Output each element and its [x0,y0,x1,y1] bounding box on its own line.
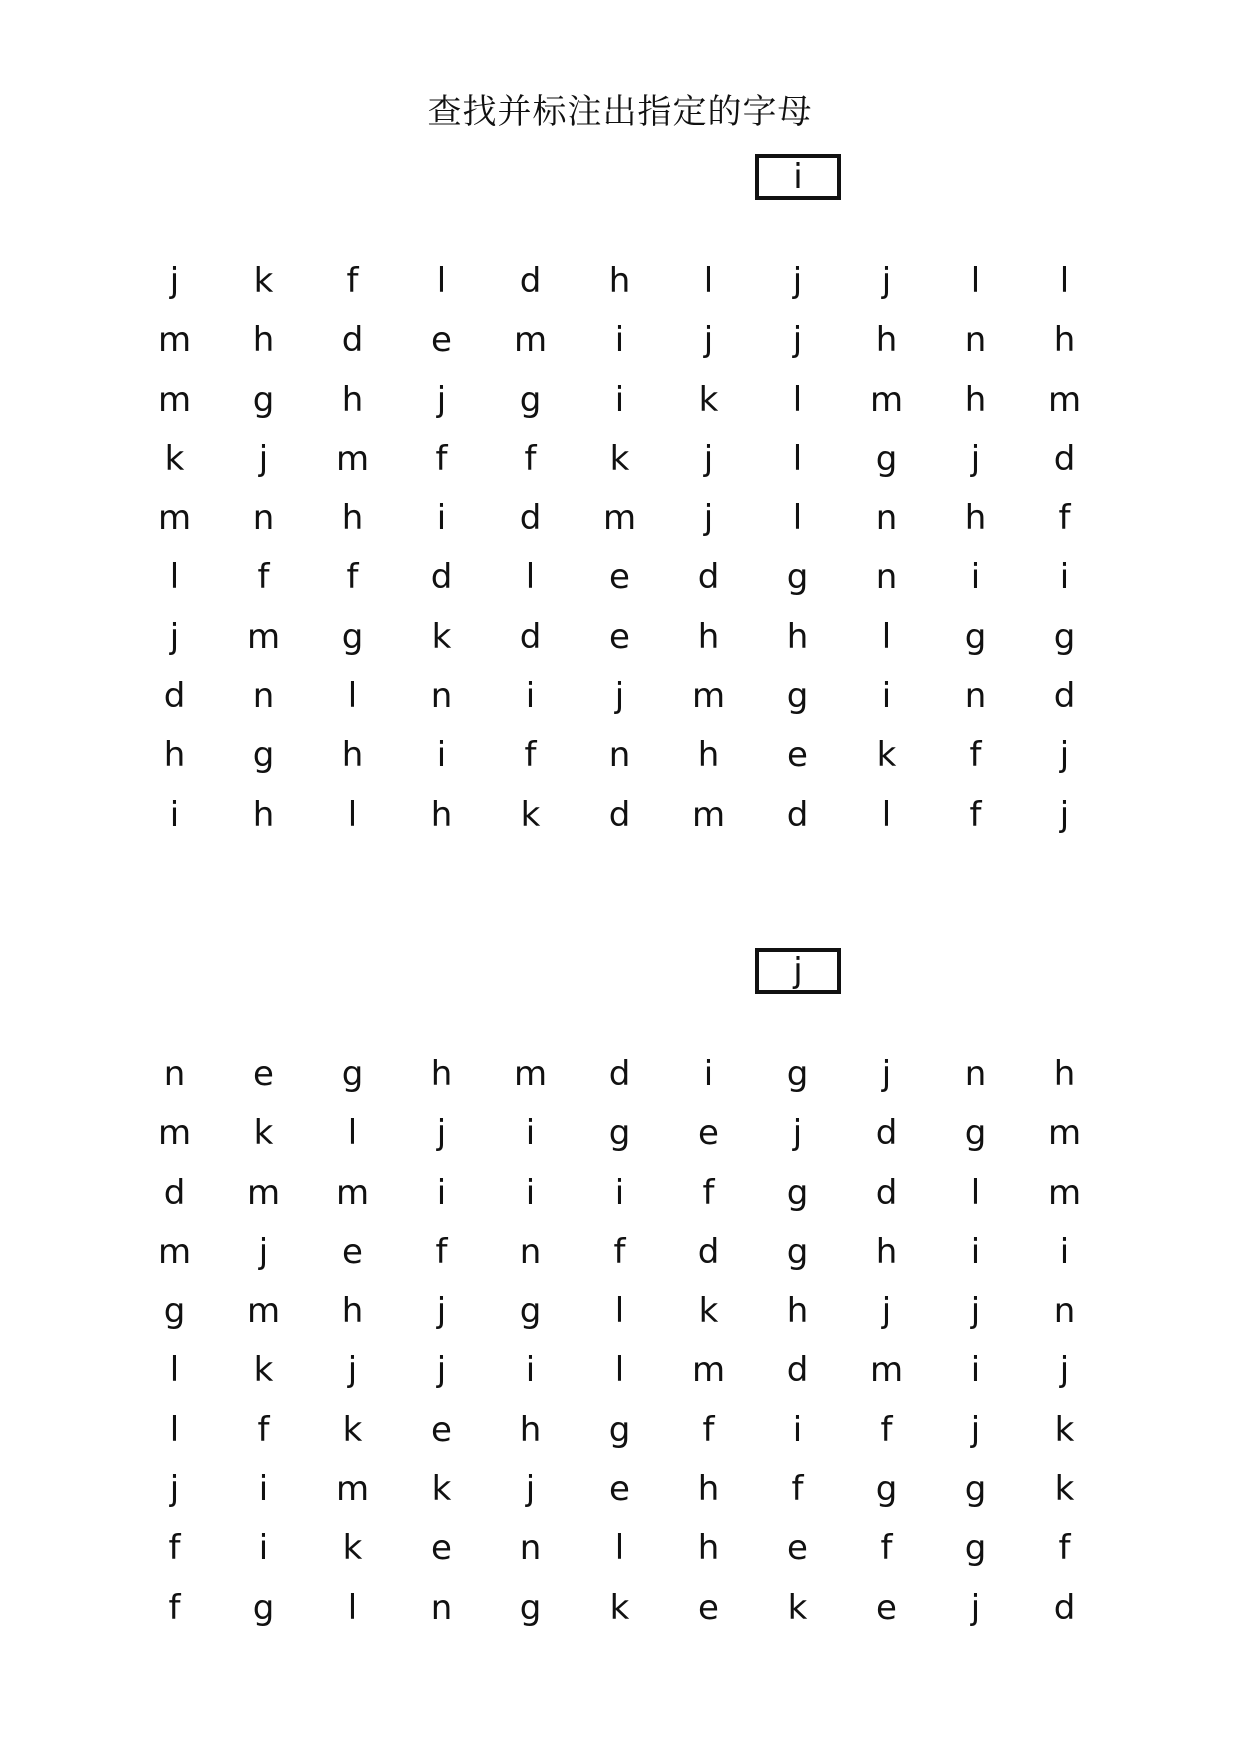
letter-cell[interactable]: i [970,1350,981,1391]
letter-cell[interactable]: n [163,1054,186,1094]
letter-cell[interactable]: i [881,676,892,717]
letter-cell[interactable]: f [702,1409,715,1450]
letter-cell[interactable]: e [787,735,808,776]
letter-cell[interactable]: e [698,1587,719,1628]
letter-cell[interactable]: f [880,1409,893,1450]
letter-cell[interactable]: g [786,557,809,598]
letter-cell[interactable]: m [869,1350,904,1391]
letter-cell[interactable]: h [875,320,898,361]
letter-cell[interactable]: f [524,438,537,479]
letter-cell[interactable]: j [792,1113,803,1154]
letter-cell[interactable]: h [430,794,453,835]
letter-cell[interactable]: h [608,261,631,301]
letter-cell[interactable]: h [341,498,364,539]
letter-cell[interactable]: j [436,1350,447,1391]
letter-cell[interactable]: j [1059,794,1070,835]
letter-cell[interactable]: m [157,320,192,361]
letter-cell[interactable]: m [157,379,192,420]
letter-cell[interactable]: h [697,1528,720,1569]
letter-cell[interactable]: j [703,498,714,539]
letter-cell[interactable]: j [525,1469,536,1510]
letter-cell[interactable]: k [253,261,274,301]
letter-cell[interactable]: h [786,616,809,657]
letter-cell[interactable]: l [347,676,358,717]
letter-cell[interactable]: h [519,1409,542,1450]
grid-row [130,1460,1110,1519]
letter-cell[interactable]: g [519,1587,542,1628]
letter-cell[interactable]: h [341,735,364,776]
letter-cell[interactable]: e [609,616,630,657]
letter-cell[interactable]: l [347,794,358,835]
grid-row [130,1223,1110,1282]
letter-cell[interactable]: i [970,557,981,598]
letter-cell[interactable]: j [614,676,625,717]
letter-cell[interactable]: k [431,1469,452,1510]
letter-cell[interactable]: n [608,735,631,776]
letter-cell[interactable]: e [253,1054,274,1094]
letter-cell[interactable]: m [1047,1113,1082,1154]
letter-cell[interactable]: k [609,1587,630,1628]
letter-cell[interactable]: i [525,1172,536,1213]
letter-cell[interactable]: g [252,735,275,776]
letter-cell[interactable]: m [513,320,548,361]
letter-cell[interactable]: k [787,1587,808,1628]
letter-cell[interactable]: l [347,1113,358,1154]
letter-cell[interactable]: d [519,616,542,657]
letter-cell[interactable]: n [964,676,987,717]
letter-cell[interactable]: d [1053,438,1076,479]
grid-row [130,608,1110,667]
letter-cell[interactable]: n [875,557,898,598]
letter-cell[interactable]: n [964,1054,987,1094]
grid-row [130,371,1110,430]
letter-cell[interactable]: i [525,1113,536,1154]
grid-row [130,786,1110,845]
letter-cell[interactable]: l [881,794,892,835]
letter-cell[interactable]: m [246,1291,281,1332]
letter-cell[interactable]: h [964,498,987,539]
letter-cell[interactable]: d [697,1231,720,1272]
letter-cell[interactable]: g [252,1587,275,1628]
letter-cell[interactable]: l [970,261,981,301]
letter-cell[interactable]: m [1047,379,1082,420]
letter-cell[interactable]: k [1054,1469,1075,1510]
letter-cell[interactable]: i [703,1054,714,1094]
letter-cell[interactable]: m [157,1113,192,1154]
letter-cell[interactable]: f [791,1469,804,1510]
letter-cell[interactable]: m [691,1350,726,1391]
letter-cell[interactable]: i [1059,557,1070,598]
letter-cell[interactable]: f [880,1528,893,1569]
grid-row [130,252,1110,311]
letter-cell[interactable]: g [341,1054,364,1094]
letter-cell[interactable]: n [875,498,898,539]
letter-cell[interactable]: l [347,1587,358,1628]
letter-cell[interactable]: l [525,557,536,598]
letter-cell[interactable]: i [436,498,447,539]
letter-cell[interactable]: m [869,379,904,420]
letter-cell[interactable]: i [614,379,625,420]
letter-cell[interactable]: g [875,1469,898,1510]
letter-cell[interactable]: m [246,1172,281,1213]
letter-cell[interactable]: j [436,379,447,420]
grid-row [130,1045,1110,1104]
letter-grid [130,1045,1110,1638]
letter-cell[interactable]: k [164,438,185,479]
letter-cell[interactable]: g [964,1113,987,1154]
letter-cell[interactable]: k [342,1409,363,1450]
letter-cell[interactable]: l [792,438,803,479]
letter-cell[interactable]: i [792,1409,803,1450]
letter-cell[interactable]: l [169,1409,180,1450]
letter-cell[interactable]: k [342,1528,363,1569]
letter-cell[interactable]: i [258,1469,269,1510]
letter-cell[interactable]: g [875,438,898,479]
letter-cell[interactable]: h [1053,320,1076,361]
letter-cell[interactable]: f [613,1231,626,1272]
letter-cell[interactable]: k [876,735,897,776]
letter-cell[interactable]: e [431,1528,452,1569]
letter-cell[interactable]: j [347,1350,358,1391]
letter-cell[interactable]: h [875,1231,898,1272]
letter-cell[interactable]: i [258,1528,269,1569]
letter-cell[interactable]: d [1053,676,1076,717]
letter-cell[interactable]: l [614,1291,625,1332]
grid-row [130,311,1110,370]
letter-cell[interactable]: d [786,794,809,835]
letter-cell[interactable]: h [341,379,364,420]
letter-cell[interactable]: h [341,1291,364,1332]
letter-cell[interactable]: f [346,261,359,301]
letter-cell[interactable]: d [163,1172,186,1213]
letter-cell[interactable]: k [431,616,452,657]
letter-cell[interactable]: g [252,379,275,420]
letter-cell[interactable]: e [431,320,452,361]
letter-cell[interactable]: g [341,616,364,657]
letter-cell[interactable]: j [169,1469,180,1510]
letter-cell[interactable]: d [430,557,453,598]
letter-cell[interactable]: k [698,1291,719,1332]
letter-cell[interactable]: m [691,794,726,835]
letter-cell[interactable]: e [876,1587,897,1628]
letter-cell[interactable]: l [614,1528,625,1569]
letter-cell[interactable]: i [614,1172,625,1213]
letter-cell[interactable]: h [697,1469,720,1510]
letter-cell[interactable]: j [970,438,981,479]
letter-cell[interactable]: h [252,320,275,361]
letter-cell[interactable]: d [1053,1587,1076,1628]
letter-cell[interactable]: d [341,320,364,361]
letter-cell[interactable]: f [168,1528,181,1569]
letter-cell[interactable]: i [525,1350,536,1391]
letter-cell[interactable]: l [792,379,803,420]
letter-cell[interactable]: h [163,735,186,776]
letter-cell[interactable]: j [970,1409,981,1450]
letter-cell[interactable]: j [703,438,714,479]
grid-row [130,1164,1110,1223]
grid-row [130,1401,1110,1460]
letter-cell[interactable]: f [524,735,537,776]
letter-cell[interactable]: l [169,1350,180,1391]
letter-cell[interactable]: g [786,1172,809,1213]
letter-cell[interactable]: j [881,261,892,301]
letter-cell[interactable]: m [335,1172,370,1213]
letter-cell[interactable]: m [157,498,192,539]
letter-cell[interactable]: j [436,1291,447,1332]
letter-grid [130,252,1110,845]
grid-row [130,1519,1110,1578]
page-title: 查找并标注出指定的字母 [427,92,813,132]
letter-cell[interactable]: j [258,1231,269,1272]
letter-cell[interactable]: f [435,438,448,479]
target-letter-box: i [755,154,841,200]
letter-cell[interactable]: h [430,1054,453,1094]
letter-cell[interactable]: l [881,616,892,657]
letter-cell[interactable]: i [970,1231,981,1272]
letter-cell[interactable]: f [257,557,270,598]
letter-cell[interactable]: f [435,1231,448,1272]
letter-cell[interactable]: h [964,379,987,420]
letter-cell[interactable]: h [252,794,275,835]
letter-cell[interactable]: n [430,676,453,717]
letter-cell[interactable]: h [697,616,720,657]
letter-cell[interactable]: j [1059,735,1070,776]
letter-cell[interactable]: i [525,676,536,717]
letter-cell[interactable]: e [609,557,630,598]
letter-cell[interactable]: j [881,1291,892,1332]
letter-cell[interactable]: j [792,261,803,301]
letter-cell[interactable]: l [703,261,714,301]
letter-cell[interactable]: d [519,498,542,539]
letter-cell[interactable]: l [614,1350,625,1391]
letter-cell[interactable]: d [786,1350,809,1391]
letter-cell[interactable]: n [519,1231,542,1272]
letter-cell[interactable]: n [252,676,275,717]
target-letter-box: j [755,948,841,994]
letter-cell[interactable]: f [346,557,359,598]
letter-cell[interactable]: f [702,1172,715,1213]
grid-row [130,548,1110,607]
letter-cell[interactable]: l [792,498,803,539]
letter-cell[interactable]: n [964,320,987,361]
grid-row [130,1282,1110,1341]
letter-cell[interactable]: g [964,1469,987,1510]
letter-cell[interactable]: e [698,1113,719,1154]
letter-cell[interactable]: d [163,676,186,717]
letter-cell[interactable]: k [253,1113,274,1154]
letter-cell[interactable]: i [436,735,447,776]
letter-cell[interactable]: j [169,616,180,657]
letter-cell[interactable]: h [697,735,720,776]
letter-cell[interactable]: m [335,1469,370,1510]
letter-cell[interactable]: j [169,261,180,301]
letter-cell[interactable]: k [1054,1409,1075,1450]
letter-cell[interactable]: g [786,676,809,717]
letter-cell[interactable]: d [608,1054,631,1094]
letter-cell[interactable]: m [691,676,726,717]
grid-row [130,1104,1110,1163]
letter-cell[interactable]: m [157,1231,192,1272]
letter-cell[interactable]: k [609,438,630,479]
letter-cell[interactable]: e [787,1528,808,1569]
letter-cell[interactable]: i [1059,1231,1070,1272]
letter-cell[interactable]: g [519,379,542,420]
letter-cell[interactable]: m [1047,1172,1082,1213]
letter-cell[interactable]: j [792,320,803,361]
letter-cell[interactable]: l [970,1172,981,1213]
letter-cell[interactable]: j [436,1113,447,1154]
letter-cell[interactable]: g [786,1231,809,1272]
letter-cell[interactable]: g [786,1054,809,1094]
letter-cell[interactable]: g [964,1528,987,1569]
grid-row [130,430,1110,489]
letter-cell[interactable]: j [703,320,714,361]
letter-cell[interactable]: g [608,1409,631,1450]
letter-cell[interactable]: g [519,1291,542,1332]
letter-cell[interactable]: j [258,438,269,479]
letter-cell[interactable]: e [431,1409,452,1450]
letter-cell[interactable]: d [519,261,542,301]
letter-cell[interactable]: n [252,498,275,539]
grid-row [130,726,1110,785]
letter-cell[interactable]: f [969,735,982,776]
letter-cell[interactable]: d [875,1113,898,1154]
letter-cell[interactable]: l [1059,261,1070,301]
letter-cell[interactable]: j [970,1291,981,1332]
letter-cell[interactable]: k [698,379,719,420]
letter-cell[interactable]: h [786,1291,809,1332]
letter-cell[interactable]: k [253,1350,274,1391]
letter-cell[interactable]: g [1053,616,1076,657]
letter-cell[interactable]: g [163,1291,186,1332]
grid-row [130,1579,1110,1638]
letter-cell[interactable]: n [519,1528,542,1569]
letter-cell[interactable]: f [1058,498,1071,539]
letter-cell[interactable]: i [614,320,625,361]
letter-cell[interactable]: l [169,557,180,598]
letter-cell[interactable]: f [257,1409,270,1450]
grid-row [130,667,1110,726]
letter-cell[interactable]: d [608,794,631,835]
letter-cell[interactable]: f [168,1587,181,1628]
letter-cell[interactable]: h [1053,1054,1076,1094]
letter-cell[interactable]: j [881,1054,892,1094]
letter-cell[interactable]: g [608,1113,631,1154]
letter-cell[interactable]: g [964,616,987,657]
letter-cell[interactable]: m [335,438,370,479]
letter-cell[interactable]: m [602,498,637,539]
letter-cell[interactable]: d [875,1172,898,1213]
letter-cell[interactable]: j [970,1587,981,1628]
letter-cell[interactable]: e [342,1231,363,1272]
letter-cell[interactable]: d [697,557,720,598]
letter-cell[interactable]: j [1059,1350,1070,1391]
letter-cell[interactable]: e [609,1469,630,1510]
letter-cell[interactable]: n [1053,1291,1076,1332]
letter-cell[interactable]: n [430,1587,453,1628]
grid-row [130,489,1110,548]
letter-cell[interactable]: i [436,1172,447,1213]
letter-cell[interactable]: m [246,616,281,657]
letter-cell[interactable]: l [436,261,447,301]
letter-cell[interactable]: m [513,1054,548,1094]
letter-cell[interactable]: k [520,794,541,835]
letter-cell[interactable]: i [169,794,180,835]
grid-row [130,1341,1110,1400]
letter-cell[interactable]: f [1058,1528,1071,1569]
letter-cell[interactable]: f [969,794,982,835]
